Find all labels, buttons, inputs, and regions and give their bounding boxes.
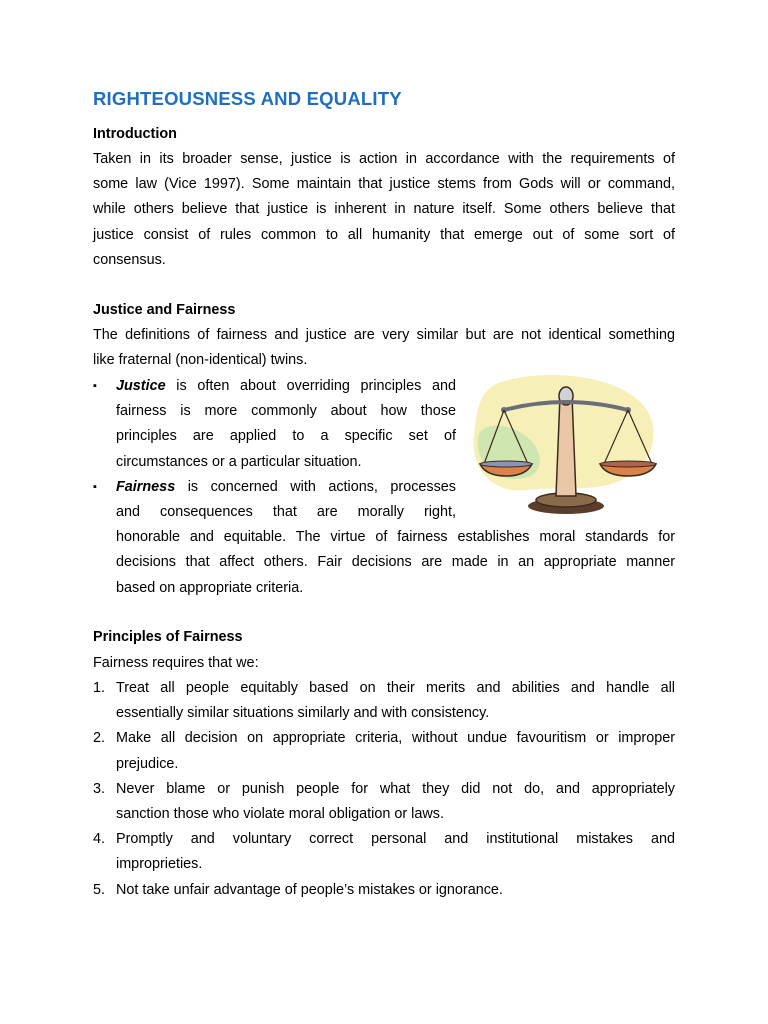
bullet-square-icon: ▪ xyxy=(93,380,97,392)
item-line: sanction those who violate moral obligation or laws. xyxy=(116,806,444,823)
scale-pillar xyxy=(556,396,576,496)
item-number: 3. xyxy=(93,780,106,797)
item-line: Treat all people equitably based on their merits and abilities and handle all xyxy=(116,680,675,696)
bullet-line xyxy=(116,475,456,500)
bullet-square-icon: ▪ xyxy=(93,480,97,493)
scales-of-justice-icon xyxy=(466,366,662,524)
intro-line: Taken in its broader sense, justice is action in accordance with the requirements of xyxy=(93,151,675,167)
principle-item xyxy=(93,878,675,903)
item-number: 1. xyxy=(93,680,106,696)
jf-line: like fraternal (non-identical) twins. xyxy=(93,352,308,369)
intro-line: while others believe that justice is inherent in nature itself. Some others believe that xyxy=(93,201,675,218)
right-pan-rim xyxy=(600,461,656,467)
bullet-line xyxy=(116,374,456,399)
item-line: Never blame or punish people for what they did not do, and appropriately xyxy=(116,780,675,797)
principles-intro: Fairness requires that we: xyxy=(93,655,259,671)
principles-heading: Principles of Fairness xyxy=(93,629,243,645)
item-number: 4. xyxy=(93,831,106,848)
intro-line: some law (Vice 1997). Some maintain that justice stems from Gods will or command, xyxy=(93,176,675,193)
principle-item xyxy=(93,777,675,827)
bullet-line: fairness is more commonly about how those xyxy=(116,403,456,420)
intro-line: justice consist of rules common to all humanity that emerge out of some sort of xyxy=(93,226,675,243)
term-fairness: Fairness xyxy=(116,478,176,495)
bullet-text: is concerned with actions, processes xyxy=(175,478,456,495)
item-line: improprieties. xyxy=(116,856,203,873)
justice-fairness-heading: Justice and Fairness xyxy=(93,302,236,318)
principle-item xyxy=(93,827,675,877)
jf-line: The definitions of fairness and justice are very similar but are not identical something xyxy=(93,327,675,343)
left-pan-rim xyxy=(480,461,532,467)
item-line: Not take unfair advantage of people’s mistakes or ignorance. xyxy=(116,881,503,898)
intro-line: consensus. xyxy=(93,251,166,268)
item-number: 2. xyxy=(93,730,106,747)
page-title: RIGHTEOUSNESS AND EQUALITY xyxy=(93,88,402,109)
principles-list xyxy=(93,676,675,903)
item-line: prejudice. xyxy=(116,755,179,772)
bullet-text: is often about overriding principles and xyxy=(165,378,456,394)
bullet-line: honorable and equitable. The virtue of fairness establishes moral standards for xyxy=(116,529,675,546)
bullet-line: principles are applied to a specific set of xyxy=(116,428,456,445)
intro-heading: Introduction xyxy=(93,126,177,142)
principle-item xyxy=(93,676,675,726)
item-line: Make all decision on appropriate criteria, without undue favouritism or improper xyxy=(116,730,675,747)
item-line: essentially similar situations similarly and with consistency. xyxy=(116,705,490,722)
intro-paragraph xyxy=(93,147,675,273)
item-number: 5. xyxy=(93,881,106,898)
term-justice: Justice xyxy=(116,378,166,394)
bullet-line: circumstances or a particular situation. xyxy=(116,453,362,470)
bullet-line: and consequences that are morally right, xyxy=(116,504,456,521)
item-line: Promptly and voluntary correct personal and institutional mistakes and xyxy=(116,831,675,848)
bullet-line: decisions that affect others. Fair decisions are made in an appropriate manner xyxy=(116,554,675,571)
bullet-line: based on appropriate criteria. xyxy=(116,579,304,596)
principle-item xyxy=(93,726,675,776)
